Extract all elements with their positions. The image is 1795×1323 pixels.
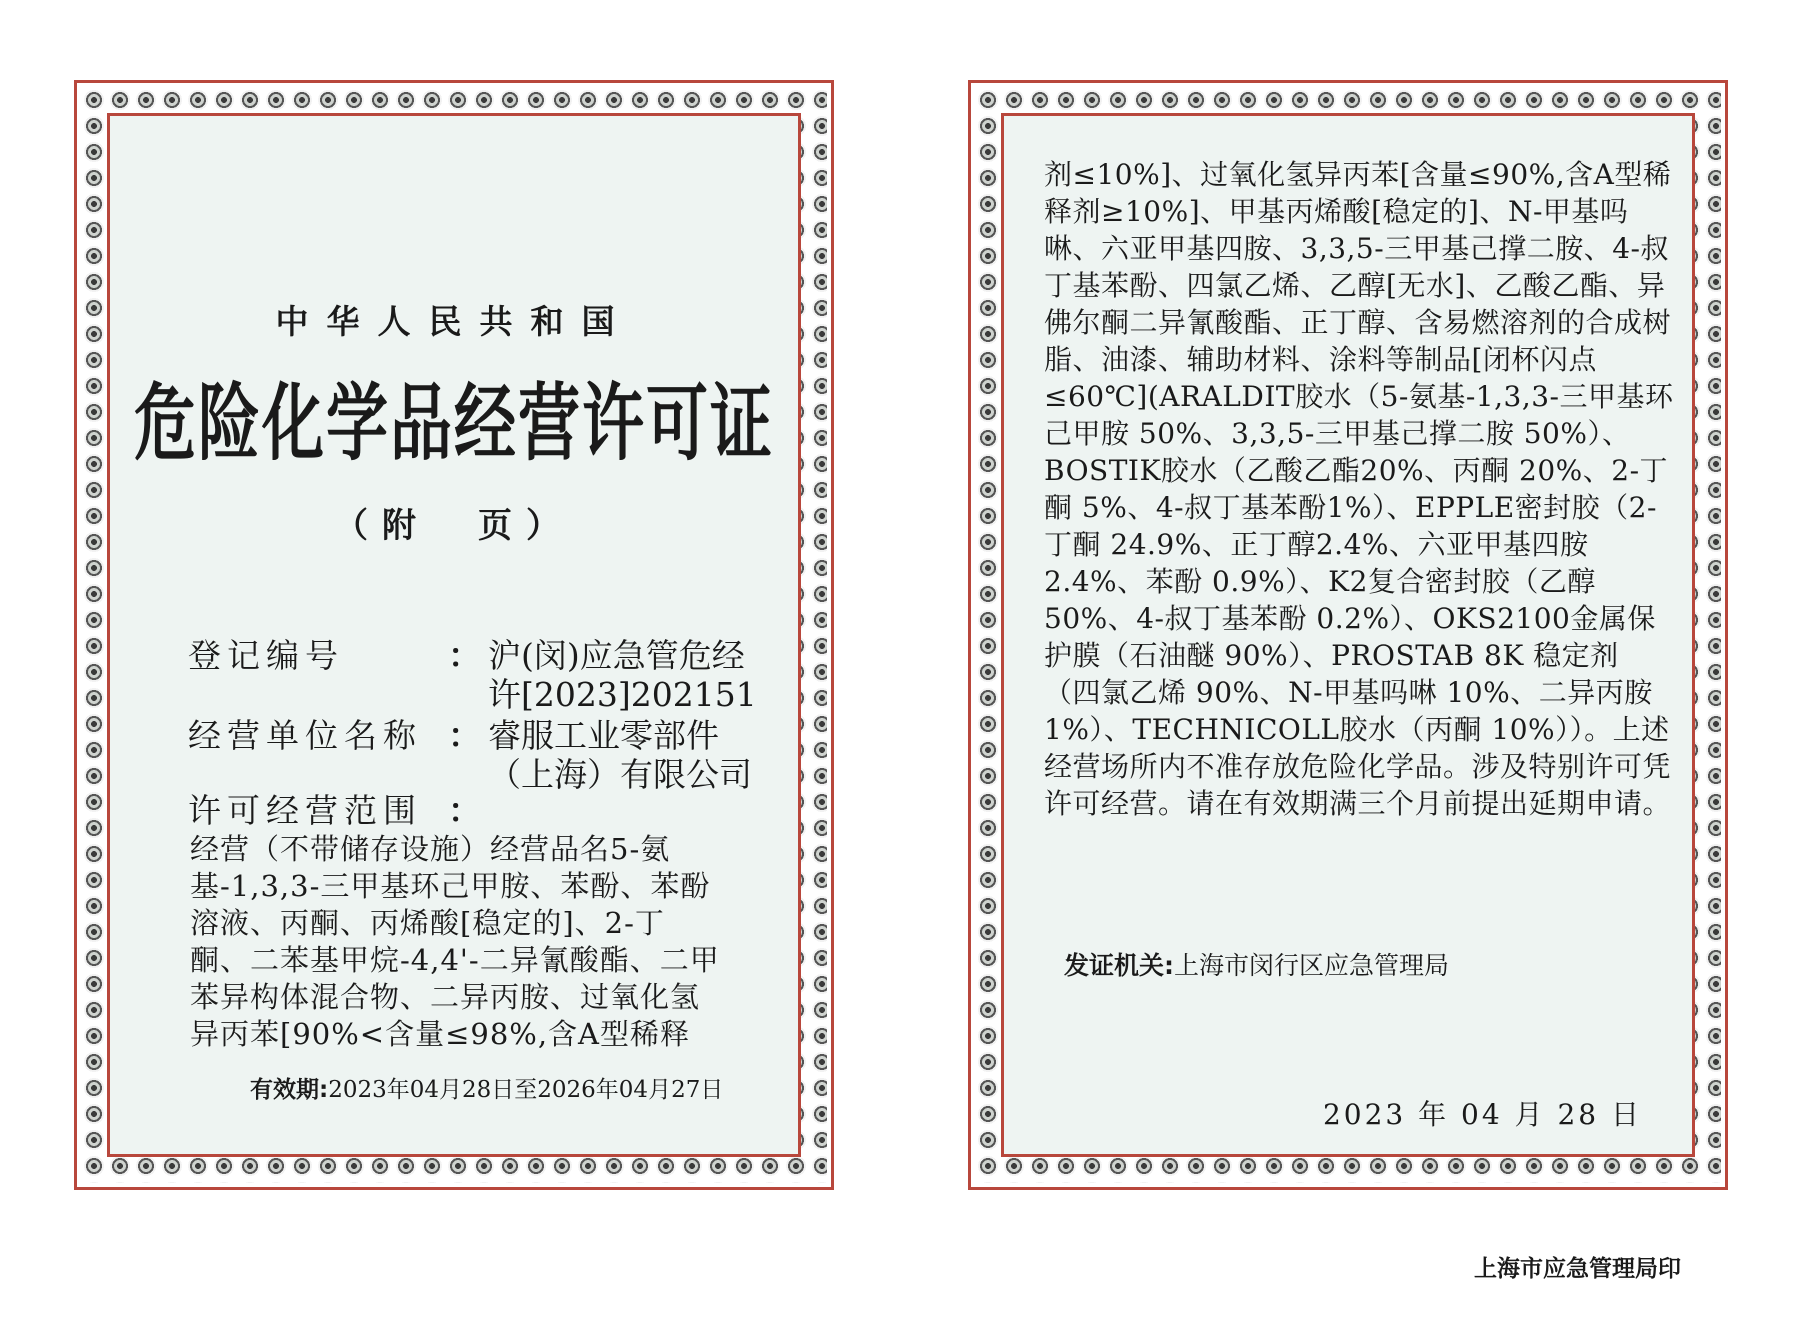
license-title: 危险化学品经营许可证 bbox=[133, 373, 774, 473]
field-company-name bbox=[188, 716, 768, 794]
field-registration-number bbox=[188, 636, 768, 714]
field-label: 登记编号 bbox=[188, 636, 344, 675]
license-page-left bbox=[74, 80, 834, 1190]
validity-label: 有效期: bbox=[250, 1077, 329, 1103]
annex-label: （附 页） bbox=[334, 506, 574, 546]
field-colon: ： bbox=[448, 636, 481, 675]
seal-caption: 上海市应急管理局印 bbox=[1474, 1256, 1681, 1282]
field-value: 睿服工业零部件（上海）有限公司 bbox=[488, 716, 752, 794]
license-page-right bbox=[968, 80, 1728, 1190]
business-scope-text: 经营（不带储存设施）经营品名5-氨基-1,3,3-三甲基环己甲胺、苯酚、苯酚溶液、丙酮、丙烯酸[稳定的]、2-丁酮、二苯基甲烷-4,4'-二异氰酸酯、二甲苯异构体混合物、二异丙胺、过氧化氢异丙苯[90%<含量≤98%,含A型稀释 bbox=[190, 832, 720, 1051]
page-content bbox=[107, 113, 801, 1157]
field-business-scope bbox=[188, 791, 768, 830]
validity-period bbox=[250, 1071, 778, 1104]
field-value: 沪(闵)应急管危经许[2023]202151 bbox=[488, 636, 757, 714]
nation-heading: 中华人民共和国 bbox=[275, 302, 633, 341]
issuing-authority bbox=[1064, 946, 1449, 982]
issuer-value: 上海市闵行区应急管理局 bbox=[1174, 951, 1450, 980]
issue-date: 2023 年 04 月 28 日 bbox=[1322, 1098, 1642, 1131]
business-scope-continued: 剂≤10%]、过氧化氢异丙苯[含量≤90%,含A型稀释剂≥10%]、甲基丙烯酸[稳定的]、N-甲基吗啉、六亚甲基四胺、3,3,5-三甲基己撑二胺、4-叔丁基苯酚、四氯乙烯、乙醇[无水]、乙酸乙酯、异佛尔酮二异氰酸酯、正丁醇、含易燃溶剂的合成树脂、油漆、辅助材料、涂料等制品[闭杯闪点≤60℃](ARALDIT胶水（5-氨基-1,3,3-三甲基环己甲胺 50%、3,3,5-三甲基己撑二胺 50%）、BOSTIK胶水（乙酸乙酯20%、丙酮 20%、2-丁酮 5%、4-叔丁基苯酚1%）、EPPLE密封胶（2-丁酮 24.9%、正丁醇2.4%、六亚甲基四胺 2.4%、苯酚 0.9%）、K2复合密封胶（乙醇 50%、4-叔丁基苯酚 0.2%）、OKS2100金属保护膜（石油醚 90%）、PROSTAB 8K 稳定剂（四氯乙烯 90%、N-甲基吗啉 10%、二异丙胺 1%）、TECHNICOLL胶水（丙酮 10%））。上述经营场所内不准存放危险化学品。涉及特别许可凭许可经营。请在有效期满三个月前提出延期申请。 bbox=[1044, 158, 1674, 820]
field-value bbox=[488, 791, 768, 830]
field-colon: ： bbox=[448, 791, 481, 830]
issuer-label: 发证机关: bbox=[1064, 951, 1174, 980]
field-colon: ： bbox=[448, 716, 481, 755]
field-label: 许可经营范围 bbox=[188, 791, 422, 830]
page-content bbox=[1001, 113, 1695, 1157]
validity-value: 2023年04月28日至2026年04月27日 bbox=[328, 1077, 724, 1103]
field-label: 经营单位名称 bbox=[188, 716, 422, 755]
